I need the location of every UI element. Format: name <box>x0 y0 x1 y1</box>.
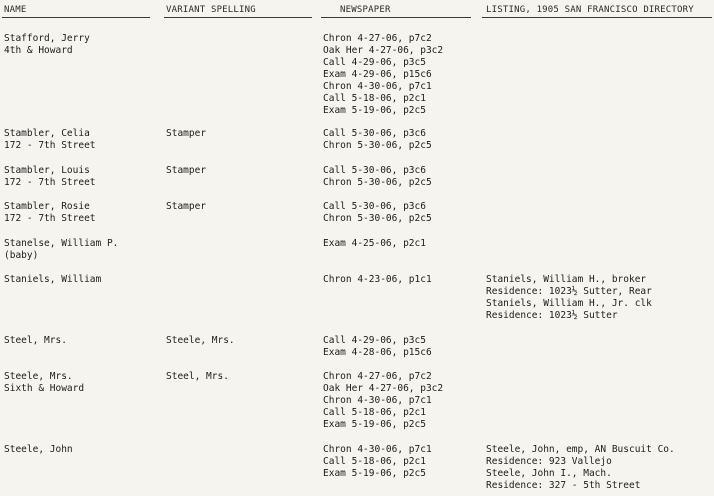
newspaper-line: Call 4-29-06, p3c5 <box>323 57 426 68</box>
cell-newspaper <box>323 33 473 117</box>
cell-newspaper <box>323 201 473 225</box>
cell-newspaper <box>323 335 473 359</box>
cell-listing <box>486 274 712 322</box>
cell-name <box>4 165 154 189</box>
name-line: Steele, John <box>4 444 73 455</box>
newspaper-line: Chron 4-30-06, p7c1 <box>323 444 432 455</box>
name-line: 172 - 7th Street <box>4 177 96 188</box>
name-line: Steele, Mrs. <box>4 371 73 382</box>
newspaper-line: Chron 5-30-06, p2c5 <box>323 177 432 188</box>
newspaper-line: Chron 4-30-06, p7c1 <box>323 395 432 406</box>
variant-line: Stamper <box>166 165 207 176</box>
newspaper-line: Chron 4-27-06, p7c2 <box>323 33 432 44</box>
cell-name <box>4 238 154 262</box>
newspaper-line: Call 5-18-06, p2c1 <box>323 407 426 418</box>
variant-line: Stamper <box>166 128 207 139</box>
newspaper-line: Call 5-18-06, p2c1 <box>323 456 426 467</box>
newspaper-line: Exam 4-28-06, p15c6 <box>323 347 432 358</box>
cell-variant <box>166 371 316 383</box>
name-line: 172 - 7th Street <box>4 213 96 224</box>
newspaper-line: Exam 5-19-06, p2c5 <box>323 419 426 430</box>
newspaper-line: Call 5-30-06, p3c6 <box>323 128 426 139</box>
newspaper-line: Chron 4-27-06, p7c2 <box>323 371 432 382</box>
listing-line: Staniels, William H., Jr. clk <box>486 298 652 309</box>
header-underline-newspaper <box>321 17 471 18</box>
cell-variant <box>166 201 316 213</box>
newspaper-line: Call 5-18-06, p2c1 <box>323 93 426 104</box>
cell-listing <box>486 444 712 492</box>
header-underline-listing <box>482 17 712 18</box>
newspaper-line: Oak Her 4-27-06, p3c2 <box>323 45 444 56</box>
newspaper-line: Exam 5-19-06, p2c5 <box>323 468 426 479</box>
newspaper-line: Exam 5-19-06, p2c5 <box>323 105 426 116</box>
listing-line: Staniels, William H., broker <box>486 274 647 285</box>
header-underline-variant <box>164 17 312 18</box>
table-header <box>0 0 714 20</box>
newspaper-line: Call 5-30-06, p3c6 <box>323 165 426 176</box>
newspaper-line: Oak Her 4-27-06, p3c2 <box>323 383 444 394</box>
newspaper-line: Chron 4-23-06, p1c1 <box>323 274 432 285</box>
column-header-newspaper: NEWSPAPER <box>340 5 391 15</box>
cell-name <box>4 33 154 57</box>
cell-name <box>4 201 154 225</box>
cell-newspaper <box>323 128 473 152</box>
cell-name <box>4 444 154 456</box>
listing-line: Steele, John, emp, AN Buscuit Co. <box>486 444 675 455</box>
variant-line: Steele, Mrs. <box>166 335 235 346</box>
newspaper-line: Exam 4-25-06, p2c1 <box>323 238 426 249</box>
listing-line: Steele, John I., Mach. <box>486 468 612 479</box>
listing-line: Residence: 1023½ Sutter <box>486 310 618 321</box>
newspaper-line: Chron 4-30-06, p7c1 <box>323 81 432 92</box>
cell-name <box>4 274 154 286</box>
column-header-listing: LISTING, 1905 SAN FRANCISCO DIRECTORY <box>486 5 694 15</box>
newspaper-line: Exam 4-29-06, p15c6 <box>323 69 432 80</box>
name-line: Sixth & Howard <box>4 383 85 394</box>
newspaper-line: Call 4-29-06, p3c5 <box>323 335 426 346</box>
column-header-variant-spelling: VARIANT SPELLING <box>166 5 256 15</box>
cell-name <box>4 371 154 395</box>
listing-line: Residence: 1023½ Sutter, Rear <box>486 286 652 297</box>
name-line: 4th & Howard <box>4 45 73 56</box>
cell-newspaper <box>323 165 473 189</box>
name-line: Stambler, Celia <box>4 128 90 139</box>
column-header-name: NAME <box>4 5 27 15</box>
name-line: 172 - 7th Street <box>4 140 96 151</box>
newspaper-line: Call 5-30-06, p3c6 <box>323 201 426 212</box>
cell-variant <box>166 335 316 347</box>
header-underline-name <box>2 17 150 18</box>
newspaper-line: Chron 5-30-06, p2c5 <box>323 140 432 151</box>
name-line: Steel, Mrs. <box>4 335 67 346</box>
cell-name <box>4 335 154 347</box>
cell-newspaper <box>323 238 473 250</box>
name-line: Stambler, Louis <box>4 165 90 176</box>
variant-line: Stamper <box>166 201 207 212</box>
cell-newspaper <box>323 371 473 431</box>
listing-line: Residence: 327 - 5th Street <box>486 480 641 491</box>
cell-newspaper <box>323 274 473 286</box>
cell-name <box>4 128 154 152</box>
cell-variant <box>166 165 316 177</box>
name-line: (baby) <box>4 250 39 261</box>
cell-newspaper <box>323 444 473 480</box>
variant-line: Steel, Mrs. <box>166 371 229 382</box>
newspaper-line: Chron 5-30-06, p2c5 <box>323 213 432 224</box>
listing-line: Residence: 923 Vallejo <box>486 456 612 467</box>
name-line: Stambler, Rosie <box>4 201 90 212</box>
name-line: Stanelse, William P. <box>4 238 119 249</box>
cell-variant <box>166 128 316 140</box>
name-line: Staniels, William <box>4 274 102 285</box>
name-line: Stafford, Jerry <box>4 33 90 44</box>
